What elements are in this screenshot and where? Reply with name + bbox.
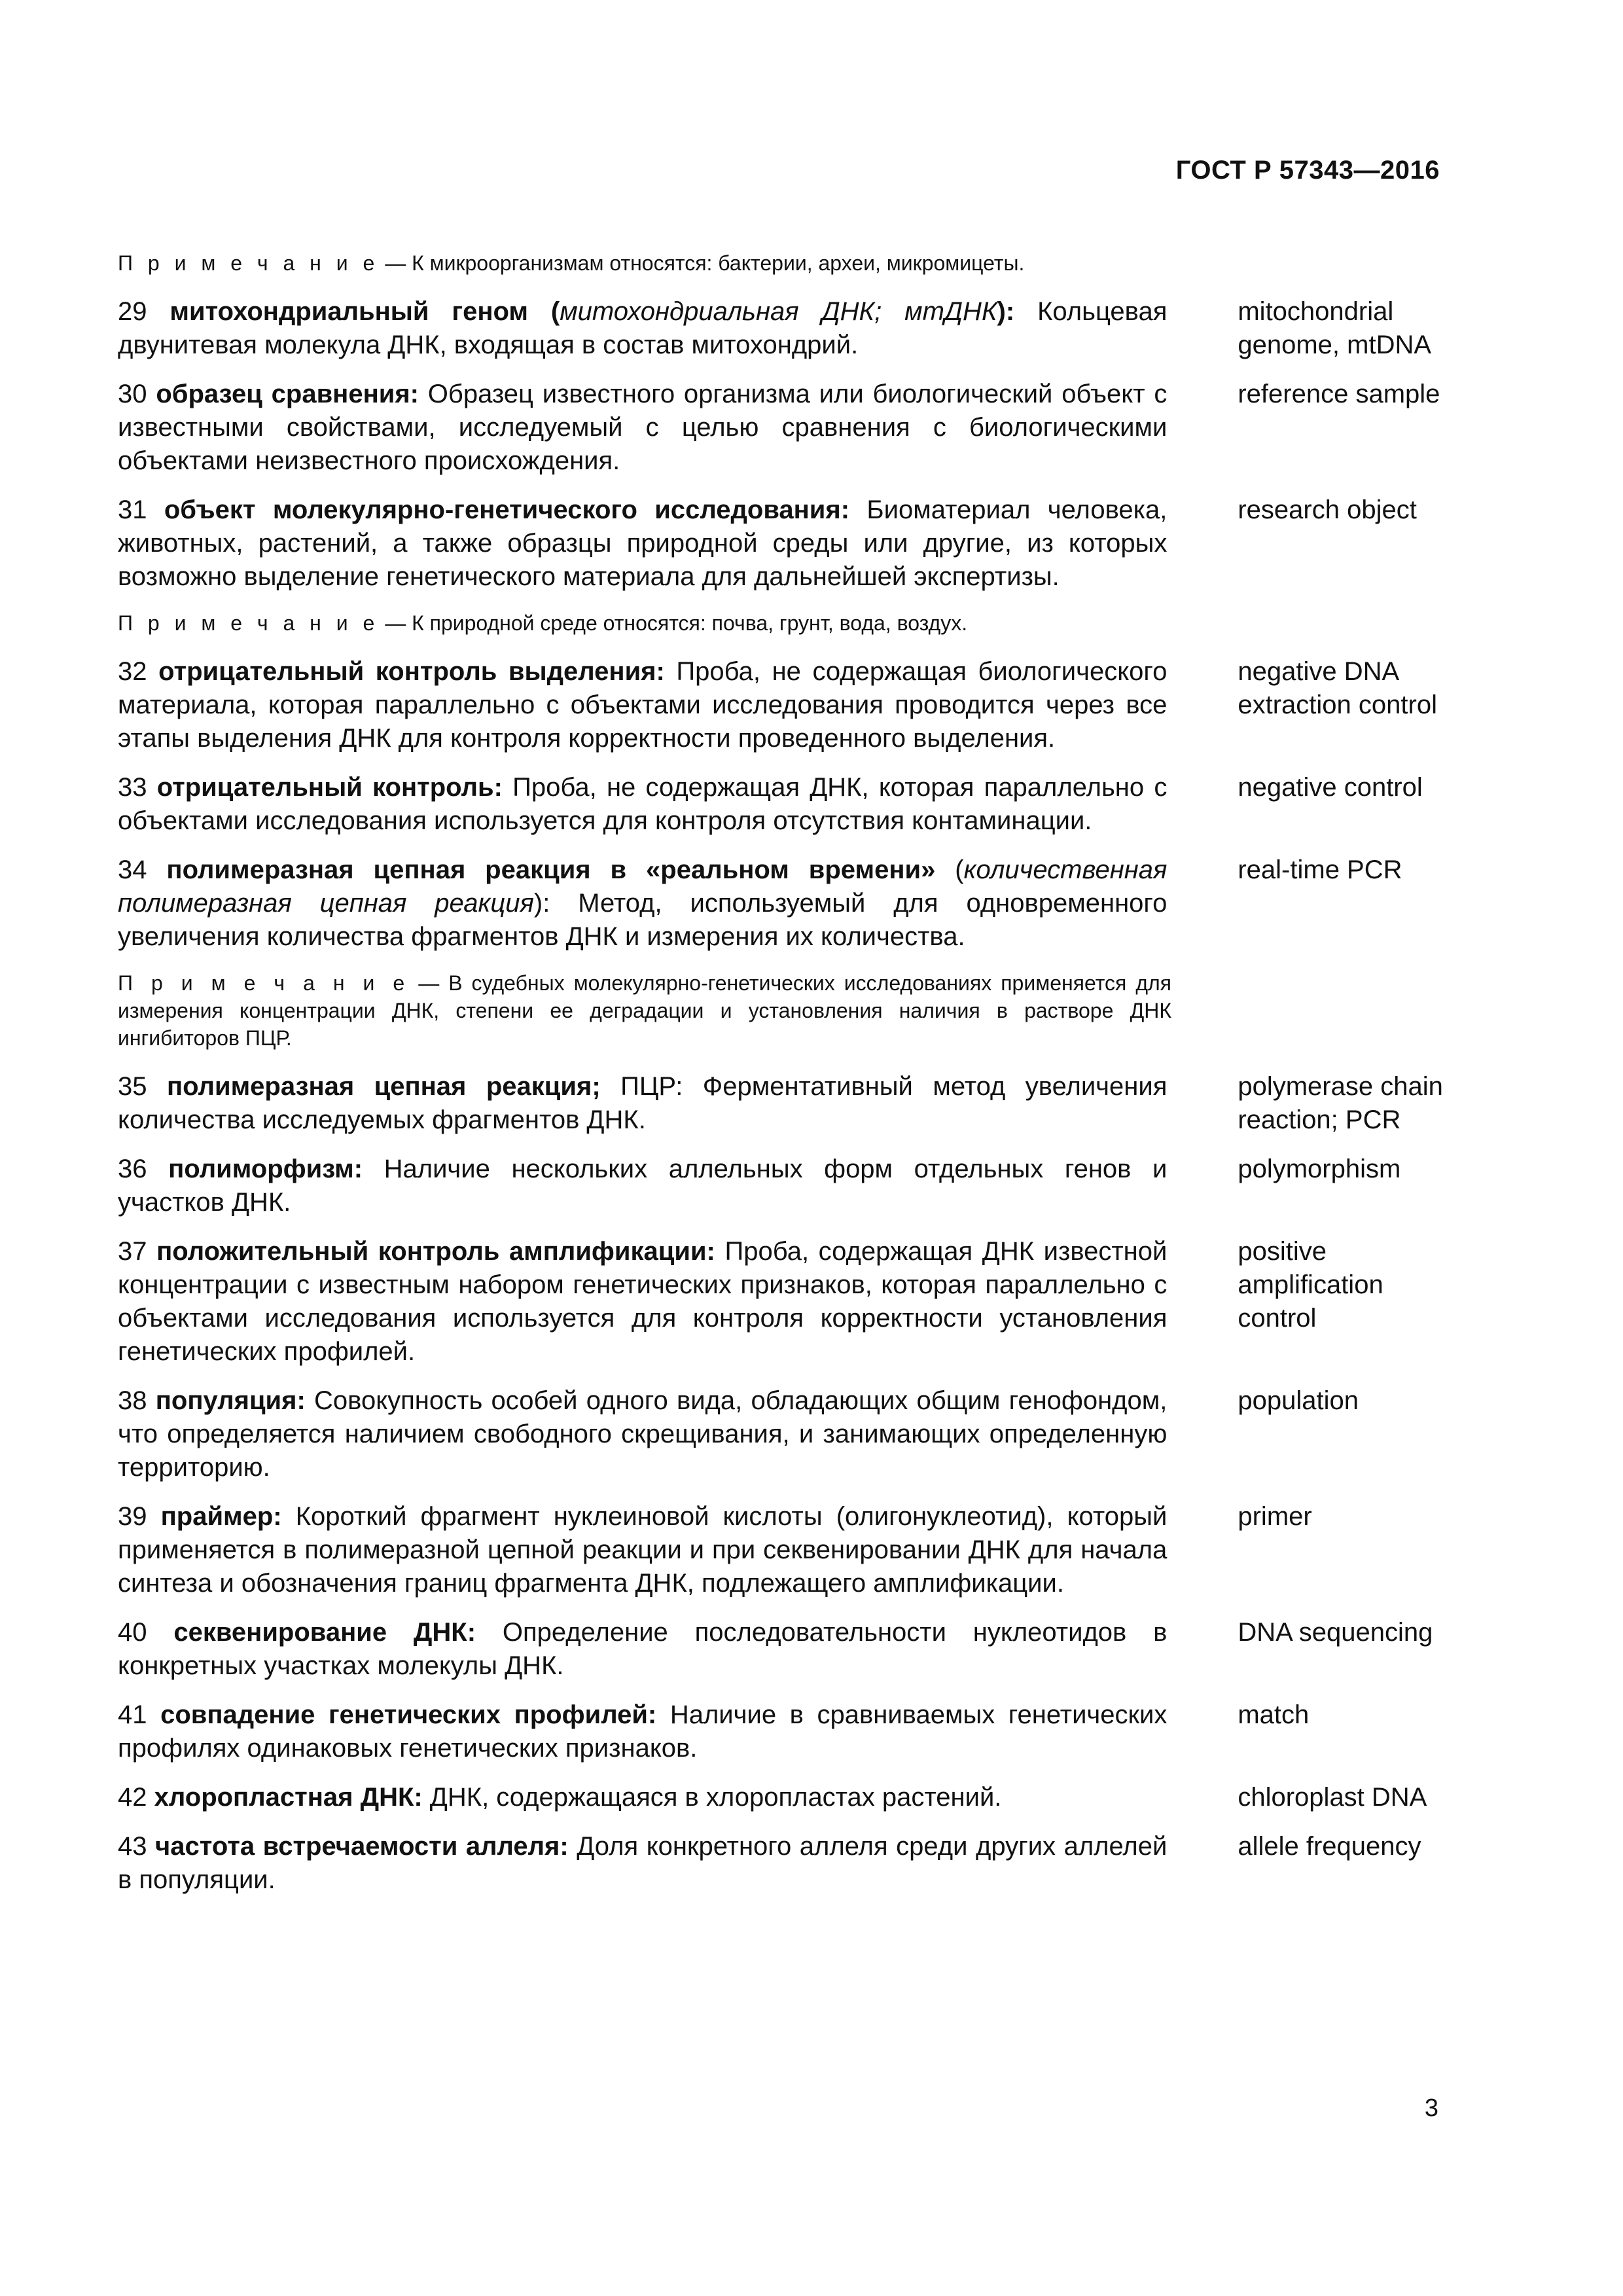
term-name: совпадение генетических профилей: (160, 1700, 657, 1729)
term-punct: ): (997, 297, 1038, 326)
term-entry (118, 771, 1453, 838)
document-designation: ГОСТ Р 57343—2016 (1175, 156, 1440, 185)
term-entry (118, 1781, 1453, 1814)
definition-text: Метод, используемый для одновременного увеличения количества фрагментов ДНК и измерения их количества. (118, 889, 1168, 951)
term-name: отрицательный контроль выделения: (158, 657, 665, 686)
definition-text: Биоматериал человека, животных, растений, а также образцы природной среды или другие, из которых возможно выделение генетического материала для дальнейшей экспертизы. (118, 495, 1168, 591)
note (118, 609, 1171, 637)
term-number: 39 (118, 1502, 147, 1531)
term-number: 38 (118, 1386, 147, 1415)
term-number: 29 (118, 297, 147, 326)
note-text: — К микроорганизмам относятся: бактерии, археи, микромицеты. (379, 251, 1025, 275)
term-name: объект молекулярно-генетического исследования: (164, 495, 850, 524)
note-label: П р и м е ч а н и е (118, 971, 410, 995)
term-entry (118, 853, 1453, 954)
term-entry (118, 1500, 1453, 1600)
term-definition (118, 1153, 1167, 1219)
term-entry (118, 493, 1453, 594)
english-equivalent: polymorphism (1238, 1155, 1401, 1183)
term-number: 30 (118, 380, 147, 408)
term-entry (118, 1235, 1453, 1369)
note (118, 249, 1171, 277)
term-definition (118, 1070, 1167, 1137)
term-name: положительный контроль амплификации: (156, 1237, 715, 1266)
definition-text: Определение последовательности нуклеотидов в конкретных участках молекулы ДНК. (118, 1618, 1168, 1680)
note-text: — В судебных молекулярно-генетических исследованиях применяется для измерения концентрации ДНК, степени ее деградации и установления наличия в растворе ДНК ингибиторов ПЦР. (118, 971, 1172, 1050)
english-equivalent: mitochondrial genome, mtDNA (1238, 297, 1432, 359)
term-definition (118, 493, 1167, 594)
note-text: — К природной среде относятся: почва, грунт, вода, воздух. (379, 611, 968, 635)
term-number: 42 (118, 1783, 147, 1812)
term-definition (118, 1830, 1167, 1897)
note (118, 969, 1171, 1052)
term-definition (118, 378, 1167, 478)
term-number: 43 (118, 1832, 147, 1861)
term-synonym: количественная полимеразная цепная реакция (118, 855, 1168, 918)
term-number: 34 (118, 855, 147, 884)
term-number: 37 (118, 1237, 147, 1266)
term-number: 32 (118, 657, 147, 686)
english-equivalent: match (1238, 1700, 1310, 1729)
term-name: популяция: (155, 1386, 306, 1415)
term-definition (118, 853, 1167, 954)
term-entry (118, 1616, 1453, 1683)
term-entry (118, 378, 1453, 478)
term-definition (118, 1698, 1167, 1765)
term-entry (118, 1153, 1453, 1219)
definition-text: Кольцевая двунитевая молекула ДНК, входящая в состав митохондрий. (118, 297, 1168, 359)
terms-list (118, 245, 1453, 1912)
term-name: хлоропластная ДНК: (154, 1783, 423, 1812)
page-number: 3 (1424, 2094, 1438, 2122)
term-name: полиморфизм: (168, 1155, 363, 1183)
definition-text: ДНК, содержащаяся в хлоропластах растений. (422, 1783, 1002, 1812)
definition-text: Наличие нескольких аллельных форм отдельных генов и участков ДНК. (118, 1155, 1168, 1217)
term-punct: ( (935, 855, 964, 884)
english-equivalent: allele frequency (1238, 1832, 1421, 1861)
definition-text: ПЦР: Ферментативный метод увеличения количества исследуемых фрагментов ДНК. (118, 1072, 1168, 1134)
term-name: секвенирование ДНК: (173, 1618, 476, 1647)
term-number: 35 (118, 1072, 147, 1101)
definition-text: Короткий фрагмент нуклеиновой кислоты (олигонуклеотид), который применяется в полимеразной цепной реакции и при секвенировании ДНК для начала синтеза и обозначения границ фрагмента ДНК, подлежащего амплификации. (118, 1502, 1168, 1598)
term-name: отрицательный контроль: (156, 773, 503, 802)
term-number: 41 (118, 1700, 147, 1729)
note-label: П р и м е ч а н и е (118, 611, 380, 635)
term-entry (118, 655, 1453, 755)
definition-text: Доля конкретного аллеля среди других аллелей в популяции. (118, 1832, 1168, 1894)
english-equivalent: DNA sequencing (1238, 1618, 1433, 1647)
term-definition (118, 1235, 1167, 1369)
definition-text: Образец известного организма или биологический объект с известными свойствами, исследуемый с целью сравнения с биологическими объектами неизвестного происхождения. (118, 380, 1168, 475)
term-number: 40 (118, 1618, 147, 1647)
english-equivalent: polymerase chain reaction; PCR (1238, 1072, 1443, 1134)
term-definition (118, 771, 1167, 838)
term-name: праймер: (160, 1502, 282, 1531)
term-entry (118, 1070, 1453, 1137)
definition-text: Совокупность особей одного вида, обладающих общим генофондом, что определяется наличием свободного скрещивания, и занимающих определенную территорию. (118, 1386, 1168, 1482)
term-name: частота встречаемости аллеля: (155, 1832, 569, 1861)
definition-text: Проба, содержащая ДНК известной концентрации с известным набором генетических признаков, которая параллельно с объектами исследования используется для контроля корректности установления генетических профилей. (118, 1237, 1168, 1366)
term-definition (118, 655, 1167, 755)
definition-text: Проба, не содержащая биологического материала, которая параллельно с объектами исследования проводится через все этапы выделения ДНК для контроля корректности проведенного выделения. (118, 657, 1168, 753)
term-entry (118, 1384, 1453, 1484)
english-equivalent: chloroplast DNA (1238, 1783, 1427, 1812)
english-equivalent: primer (1238, 1502, 1312, 1531)
term-definition (118, 1384, 1167, 1484)
term-number: 33 (118, 773, 147, 802)
term-number: 31 (118, 495, 147, 524)
term-name: полимеразная цепная реакция в «реальном времени» (166, 855, 936, 884)
term-name: полимеразная цепная реакция; (166, 1072, 601, 1101)
term-name: митохондриальный геном (169, 297, 528, 326)
term-definition (118, 295, 1167, 362)
term-definition (118, 1500, 1167, 1600)
term-entry (118, 1830, 1453, 1897)
term-entry (118, 295, 1453, 362)
english-equivalent: negative control (1238, 773, 1423, 802)
english-equivalent: negative DNA extraction control (1238, 657, 1437, 719)
english-equivalent: reference sample (1238, 380, 1440, 408)
term-definition (118, 1781, 1167, 1814)
english-equivalent: population (1238, 1386, 1359, 1415)
term-punct: ( (528, 297, 560, 326)
note-label: П р и м е ч а н и е (118, 251, 380, 275)
definition-text: Наличие в сравниваемых генетических профилях одинаковых генетических признаков. (118, 1700, 1168, 1763)
definition-text: Проба, не содержащая ДНК, которая параллельно с объектами исследования используется для контроля отсутствия контаминации. (118, 773, 1168, 835)
term-number: 36 (118, 1155, 147, 1183)
term-punct: ): (533, 889, 579, 918)
term-entry (118, 1698, 1453, 1765)
english-equivalent: positive amplification control (1238, 1237, 1383, 1333)
english-equivalent: research object (1238, 495, 1417, 524)
english-equivalent: real-time PCR (1238, 855, 1402, 884)
term-synonym: митохондриальная ДНК; мтДНК (560, 297, 997, 326)
term-name: образец сравнения: (156, 380, 419, 408)
term-definition (118, 1616, 1167, 1683)
